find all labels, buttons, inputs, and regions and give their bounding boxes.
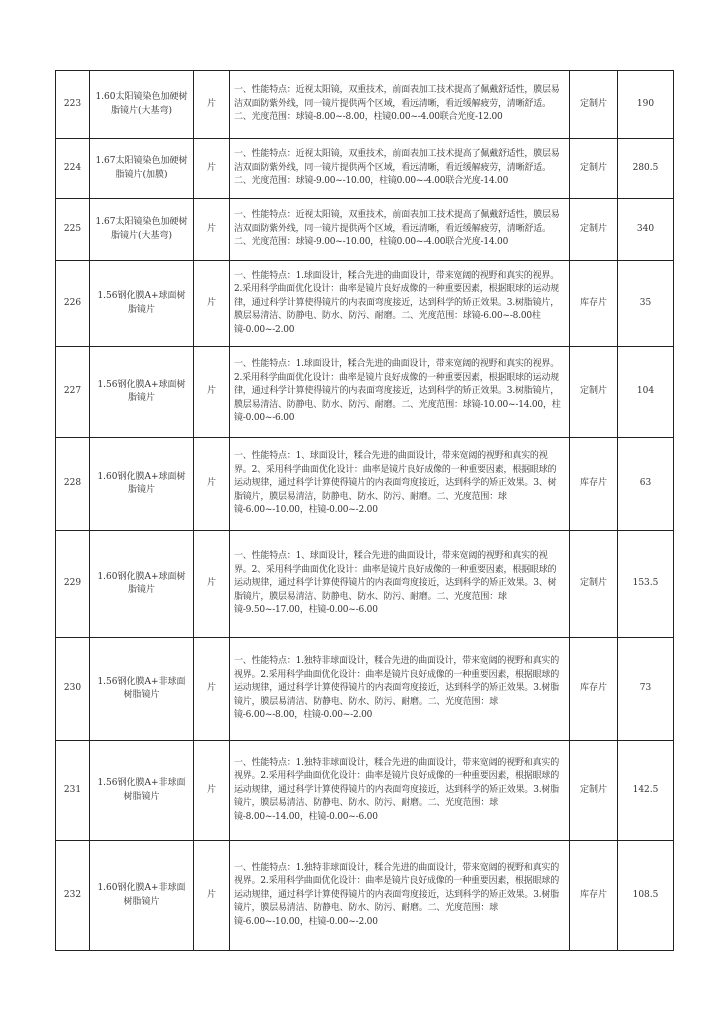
price: 104	[618, 347, 674, 438]
product-name: 1.60钢化膜A+球面树脂镜片	[90, 438, 194, 531]
unit: 片	[194, 347, 230, 438]
stock-type: 定制片	[570, 531, 618, 638]
description: 一、性能特点：1、球面设计，糅合先进的曲面设计，带来宽阔的视野和真实的视界。2、采用科学曲面优化设计：曲率是镜片良好成像的一种重要因素，根据眼球的运动规律，通过科学计算使得镜片的内表面弯度接近，达到科学的矫正效果。3、树脂镜片，膜层易清洁，防静电、防水、防污、耐磨。二、光度范围：球镜-6.00~-10.00，柱镜-0.00~-2.00	[230, 438, 570, 531]
row-number: 230	[56, 638, 90, 741]
description: 一、性能特点：1、球面设计，糅合先进的曲面设计，带来宽阔的视野和真实的视界。2、采用科学曲面优化设计：曲率是镜片良好成像的一种重要因素，根据眼球的运动规律，通过科学计算使得镜片的内表面弯度接近，达到科学的矫正效果。3、树脂镜片，膜层易清洁、防静电、防水、防污、耐磨。二、光度范围：球镜-9.50~-17.00，柱镜-0.00~-6.00	[230, 531, 570, 638]
table-row	[56, 347, 674, 438]
product-name: 1.56钢化膜A+非球面树脂镜片	[90, 638, 194, 741]
description: 一、性能特点：近视太阳镜，双重技术，前面表加工技术提高了佩戴舒适性，膜层易洁双面防紫外线，同一镜片提供两个区域，看远清晰，看近缓解疲劳，清晰舒适。二、光度范围：球镜-9.00~-10.00，柱镜0.00~-4.00联合光度-14.00	[230, 199, 570, 261]
row-number: 224	[56, 139, 90, 199]
row-number: 231	[56, 741, 90, 841]
unit: 片	[194, 261, 230, 347]
row-number: 226	[56, 261, 90, 347]
stock-type: 定制片	[570, 199, 618, 261]
price: 153.5	[618, 531, 674, 638]
stock-type: 库存片	[570, 638, 618, 741]
unit: 片	[194, 199, 230, 261]
price: 142.5	[618, 741, 674, 841]
table-row	[56, 438, 674, 531]
table-row	[56, 841, 674, 951]
description: 一、性能特点：近视太阳镜，双重技术，前面表加工技术提高了佩戴舒适性，膜层易洁双面防紫外线，同一镜片提供两个区域，看远清晰，看近缓解疲劳，清晰舒适。二、光度范围：球镜-9.00~-10.00，柱镜0.00~-4.00联合光度-14.00	[230, 139, 570, 199]
stock-type: 定制片	[570, 139, 618, 199]
unit: 片	[194, 139, 230, 199]
description: 一、性能特点：1.独特非球面设计，糅合先进的曲面设计，带来宽阔的视野和真实的视界。2.采用科学曲面优化设计：曲率是镜片良好成像的一种重要因素，根据眼球的运动规律，通过科学计算使得镜片的内表面弯度接近，达到科学的矫正效果。3.树脂镜片，膜层易清洁、防静电、防水、防污、耐磨。二、光度范围：球镜-6.00~-10.00，柱镜-0.00~-2.00	[230, 841, 570, 951]
row-number: 232	[56, 841, 90, 951]
stock-type: 定制片	[570, 741, 618, 841]
stock-type: 定制片	[570, 347, 618, 438]
product-name: 1.56钢化膜A+球面树脂镜片	[90, 261, 194, 347]
product-name: 1.67太阳镜染色加硬树脂镜片(加膜)	[90, 139, 194, 199]
unit: 片	[194, 438, 230, 531]
price: 73	[618, 638, 674, 741]
description: 一、性能特点：1.独特非球面设计，糅合先进的曲面设计，带来宽阔的视野和真实的视界。2.采用科学曲面优化设计：曲率是镜片良好成像的一种重要因素，根据眼球的运动规律，通过科学计算使得镜片的内表面弯度接近，达到科学的矫正效果。3.树脂镜片，膜层易清洁、防静电、防水、防污、耐磨。二、光度范围：球镜-6.00~-8.00，柱镜-0.00~-2.00	[230, 638, 570, 741]
table-row	[56, 741, 674, 841]
unit: 片	[194, 71, 230, 139]
row-number: 227	[56, 347, 90, 438]
table-row	[56, 139, 674, 199]
table-row	[56, 531, 674, 638]
product-name: 1.67太阳镜染色加硬树脂镜片(大基弯)	[90, 199, 194, 261]
table-row	[56, 638, 674, 741]
table-row	[56, 261, 674, 347]
price: 280.5	[618, 139, 674, 199]
product-name: 1.56钢化膜A+球面树脂镜片	[90, 347, 194, 438]
description: 一、性能特点：1.独特非球面设计，糅合先进的曲面设计，带来宽阔的视野和真实的视界。2.采用科学曲面优化设计：曲率是镜片良好成像的一种重要因素，根据眼球的运动规律，通过科学计算使得镜片的内表面弯度接近，达到科学的矫正效果。3.树脂镜片，膜层易清洁、防静电、防水、防污、耐磨。二、光度范围：球镜-8.00~-14.00，柱镜-0.00~-6.00	[230, 741, 570, 841]
row-number: 225	[56, 199, 90, 261]
product-name: 1.60钢化膜A+非球面树脂镜片	[90, 841, 194, 951]
description: 一、性能特点：1.球面设计，糅合先进的曲面设计，带来宽阔的视野和真实的视界。2.采用科学曲面优化设计：曲率是镜片良好成像的一种重要因素，根据眼球的运动规律，通过科学计算使得镜片的内表面弯度接近，达到科学的矫正效果。3.树脂镜片，膜层易清洁、防静电、防水、防污、耐磨。二、光度范围：球镜-10.00~-14.00，柱镜-0.00~-6.00	[230, 347, 570, 438]
product-name: 1.60太阳镜染色加硬树脂镜片(大基弯)	[90, 71, 194, 139]
price: 190	[618, 71, 674, 139]
row-number: 223	[56, 71, 90, 139]
stock-type: 库存片	[570, 841, 618, 951]
unit: 片	[194, 841, 230, 951]
product-name: 1.56钢化膜A+非球面树脂镜片	[90, 741, 194, 841]
stock-type: 定制片	[570, 71, 618, 139]
description: 一、性能特点：1.球面设计，糅合先进的曲面设计，带来宽阔的视野和真实的视界。2.采用科学曲面优化设计：曲率是镜片良好成像的一种重要因素，根据眼球的运动规律，通过科学计算使得镜片的内表面弯度接近，达到科学的矫正效果。3.树脂镜片，膜层易清洁、防静电、防水、防污、耐磨。二、光度范围：球镜-6.00~-8.00柱镜-0.00~-2.00	[230, 261, 570, 347]
product-table	[55, 70, 674, 951]
unit: 片	[194, 741, 230, 841]
product-name: 1.60钢化膜A+球面树脂镜片	[90, 531, 194, 638]
stock-type: 库存片	[570, 438, 618, 531]
stock-type: 库存片	[570, 261, 618, 347]
price: 63	[618, 438, 674, 531]
price: 35	[618, 261, 674, 347]
row-number: 228	[56, 438, 90, 531]
table-row	[56, 71, 674, 139]
row-number: 229	[56, 531, 90, 638]
price: 340	[618, 199, 674, 261]
unit: 片	[194, 638, 230, 741]
description: 一、性能特点：近视太阳镜，双重技术，前面表加工技术提高了佩戴舒适性，膜层易洁双面防紫外线，同一镜片提供两个区域，看远清晰，看近缓解疲劳，清晰舒适。二、光度范围：球镜-8.00~-8.00，柱镜0.00~-4.00联合光度-12.00	[230, 71, 570, 139]
price: 108.5	[618, 841, 674, 951]
table-row	[56, 199, 674, 261]
unit: 片	[194, 531, 230, 638]
